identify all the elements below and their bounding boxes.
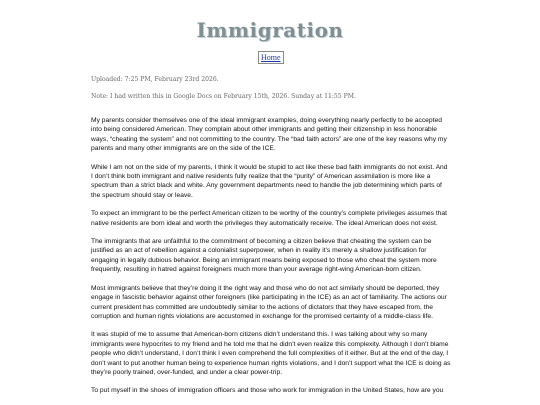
uploaded-timestamp: Uploaded: 7:25 PM, February 23rd 2026. bbox=[91, 76, 219, 83]
paragraph: Most immigrants believe that they’re doing it the right way and those who do not act similarly should be deported, they engage in fascistic behavior against other foreigners (like participating in the ICE) as an act of familiarity. The actions our current president has committed are undoubtedly similar to the actions of dictators that they have escaped from, the corruption and human rights violations are accustomed in exchange for the promised certainty of a middle-class life. bbox=[91, 284, 447, 320]
paragraph: While I am not on the side of my parents, I think it would be stupid to act like these bad faith immigrants do not exist. And I don’t think both immigrant and native residents fully realize that the “purity” of American assimilation is more like a spectrum than a strict black and white. Any government departments need to handle the job determining which parts of the spectrum should stay or leave. bbox=[91, 163, 448, 199]
paragraph: My parents consider themselves one of the ideal immigrant examples, doing everything nearly perfectly to be accepted into being considered American. They complain about other immigrants and getting their citizenship in less honorable ways, “cheating the system” and not committing to the country. The “bad faith actors” are one of the key reasons why my parents and many other immigrants are on the side of the ICE. bbox=[91, 117, 447, 153]
home-button[interactable]: Home bbox=[258, 51, 284, 64]
page-title: Immigration bbox=[196, 18, 344, 42]
paragraph: It was stupid of me to assume that American-born citizens didn’t understand this. I was talking about why so many immigrants were hypocrites to my friend and he told me that he didn’t even realize this complexity. Although I don’t blame people who didn’t understand, I don’t think I even comprehend the full complexities of it either. But at the end of the day, I don’t want to put another human being to experience human rights violations, and I don’t support what the ICE is doing as they’re poorly trained, over-funded, and under a clear power-trip. bbox=[91, 331, 451, 376]
paragraph: To put myself in the shoes of immigration officers and those who work for immigration in the United States, how are you bbox=[91, 387, 444, 395]
paragraph: The immigrants that are unfaithful to the commitment of becoming a citizen believe that cheating the system can be justified as an act of rebellion against a colonialist superpower, when in reality it’s merely a shallow justification for engaging in legally dubious behavior. Being an immigrant means being exposed to those who cheat the system more frequently, resulting in hatred against foreigners much more than your average right-wing American-born citizen. bbox=[91, 238, 437, 274]
paragraph: To expect an immigrant to be the perfect American citizen to be worthy of the country’s complete privileges assumes that native residents are born ideal and worth the privileges they automatically receive. The ideal American does not exist. bbox=[91, 210, 447, 227]
article-body bbox=[91, 116, 451, 405]
author-note: Note: I had written this in Google Docs on February 15th, 2026. Sunday at 11:55 PM. bbox=[91, 93, 356, 100]
